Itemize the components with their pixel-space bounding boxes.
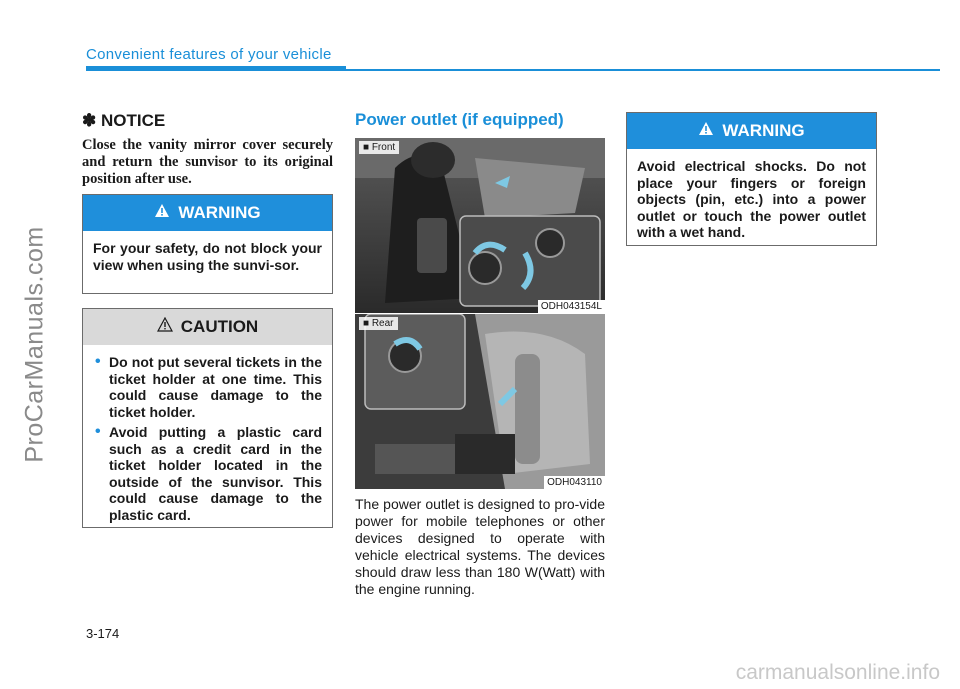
warning-header-left bbox=[83, 195, 332, 231]
power-outlet-title: Power outlet (if equipped) bbox=[355, 110, 564, 129]
warning-body-right: Avoid electrical shocks. Do not place your fingers or foreign objects (pin, etc.) into a power outlet or touch the power outlet with a wet hand. bbox=[637, 158, 866, 240]
caution-heading: CAUTION bbox=[180, 317, 259, 336]
warning-body-left: For your safety, do not block your view when using the sunvi-sor. bbox=[93, 240, 322, 273]
caution-header bbox=[83, 309, 332, 345]
front-figure-code: ODH043154L bbox=[538, 300, 605, 313]
rear-outlet-figure bbox=[355, 314, 605, 489]
front-outlet-figure bbox=[355, 138, 605, 313]
side-watermark bbox=[10, 0, 60, 689]
warning-box-right bbox=[626, 112, 877, 246]
notice-body: Close the vanity mirror cover securely and return the sunvisor to its original position after use. bbox=[82, 137, 333, 187]
rear-figure-code: ODH043110 bbox=[544, 476, 605, 489]
warning-heading-left: WARNING bbox=[178, 203, 261, 222]
bottom-watermark: carmanualsonline.info bbox=[735, 661, 940, 684]
front-label: ■ Front bbox=[359, 141, 399, 154]
caution-triangle-icon bbox=[157, 317, 173, 337]
caution-box bbox=[82, 308, 333, 528]
header-rule-thin bbox=[346, 69, 940, 71]
section-header: Convenient features of your vehicle bbox=[86, 46, 332, 63]
rear-outlet-illustration bbox=[355, 314, 605, 489]
caution-list bbox=[93, 354, 322, 523]
page-number: 3-174 bbox=[86, 626, 120, 641]
caution-body bbox=[83, 345, 332, 537]
warning-triangle-icon bbox=[698, 121, 714, 141]
rear-label: ■ Rear bbox=[359, 317, 398, 330]
warning-heading-right: WARNING bbox=[722, 121, 805, 140]
warning-box-left bbox=[82, 194, 333, 294]
front-outlet-illustration bbox=[355, 138, 605, 313]
caution-item: • Do not put several tickets in the ticket holder at one time. This could cause damage to the ticket holder. bbox=[93, 354, 322, 420]
power-outlet-body: The power outlet is designed to pro-vide power for mobile telephones or other devices designed to operate with vehicle electrical systems. The devices should draw less than 180 W(Watt) with the engine running. bbox=[355, 496, 605, 597]
side-watermark-text: ProCarManuals.com bbox=[20, 226, 49, 463]
warning-header-right bbox=[627, 113, 876, 149]
notice-title: ✽ NOTICE bbox=[82, 111, 166, 130]
caution-item: • Avoid putting a plastic card such as a credit card in the ticket holder located in the outside of the sunvisor. This could cause damage to the plastic card. bbox=[93, 424, 322, 523]
header-rule-thick bbox=[86, 66, 346, 71]
warning-triangle-icon bbox=[154, 203, 170, 223]
